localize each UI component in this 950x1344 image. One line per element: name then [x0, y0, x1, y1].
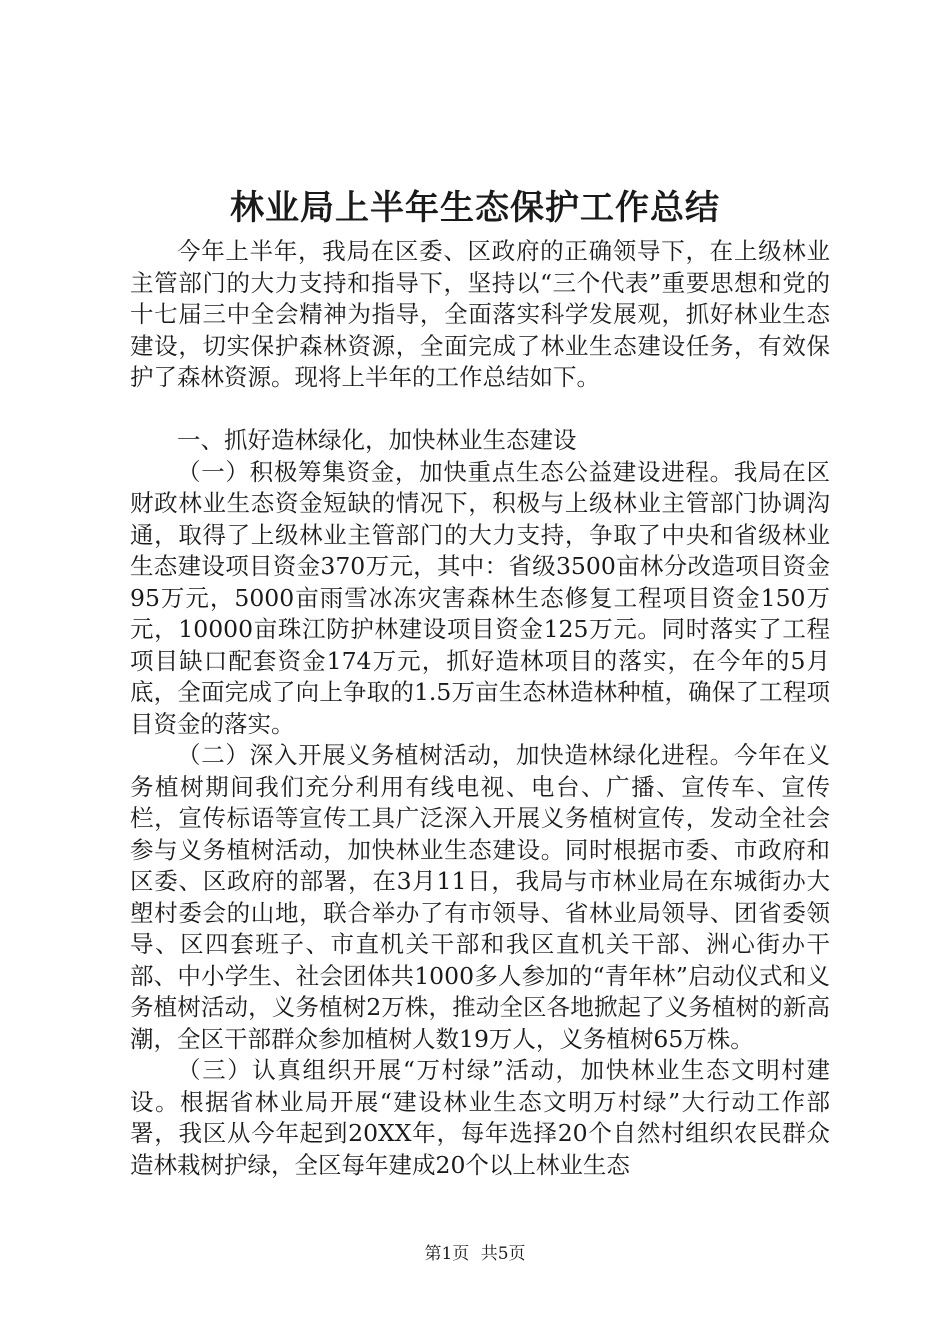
paragraph-tree-planting: （二）深入开展义务植树活动，加快造林绿化进程。今年在义务植树期间我们充分利用有线电视、电台、广播、宣传车、宣传栏，宣传标语等宣传工具广泛深入开展义务植树宣传，发动全社会参与义务植树活动，加快林业生态建设。同时根据市委、市政府和区委、区政府的部署，在3月11日，我局与市林业局在东城街办大塱村委会的山地，联合举办了有市领导、省林业局领导、团省委领导、区四套班子、市直机关干部和我区直机关干部、洲心街办干部、中小学生、社会团体共1000多人参加的“青年林”启动仪式和义务植树活动，义务植树2万株，推动全区各地掀起了义务植树的新高潮，全区干部群众参加植树人数19万人，义务植树65万株。 [130, 741, 830, 1053]
intro-paragraph: 今年上半年，我局在区委、区政府的正确领导下，在上级林业主管部门的大力支持和指导下，坚持以“三个代表”重要思想和党的十七届三中全会精神为指导，全面落实科学发展观，抓好林业生态建设，切实保护森林资源，全面完成了林业生态建设任务，有效保护了森林资源。现将上半年的工作总结如下。 [130, 237, 830, 391]
page-number: 第1页 [424, 1244, 470, 1264]
section-heading: 一、抓好造林绿化，加快林业生态建设 [177, 426, 577, 454]
paragraph-gap [130, 394, 830, 426]
document-title: 林业局上半年生态保护工作总结 [230, 188, 720, 228]
page-footer [0, 1242, 950, 1266]
page-total: 共5页 [480, 1244, 526, 1264]
document-body [130, 236, 830, 1181]
paragraph-funding: （一）积极筹集资金，加快重点生态公益建设进程。我局在区财政林业生态资金短缺的情况下，积极与上级林业主管部门协调沟通，取得了上级林业主管部门的大力支持，争取了中央和省级林业生态建设项目资金370万元，其中：省级3500亩林分改造项目资金95万元，5000亩雨雪冰冻灾害森林生态修复工程项目资金150万元，10000亩珠江防护林建设项目资金125万元。同时落实了工程项目缺口配套资金174万元，抓好造林项目的落实，在今年的5月底，全面完成了向上争取的1.5万亩生态林造林种植，确保了工程项目资金的落实。 [130, 457, 830, 738]
paragraph-village-green: （三）认真组织开展“万村绿”活动，加快林业生态文明村建设。根据省林业局开展“建设林业生态文明万村绿”大行动工作部署，我区从今年起到20XX年，每年选择20个自然村组织农民群众造林栽树护绿，全区每年建成20个以上林业生态 [130, 1056, 830, 1179]
